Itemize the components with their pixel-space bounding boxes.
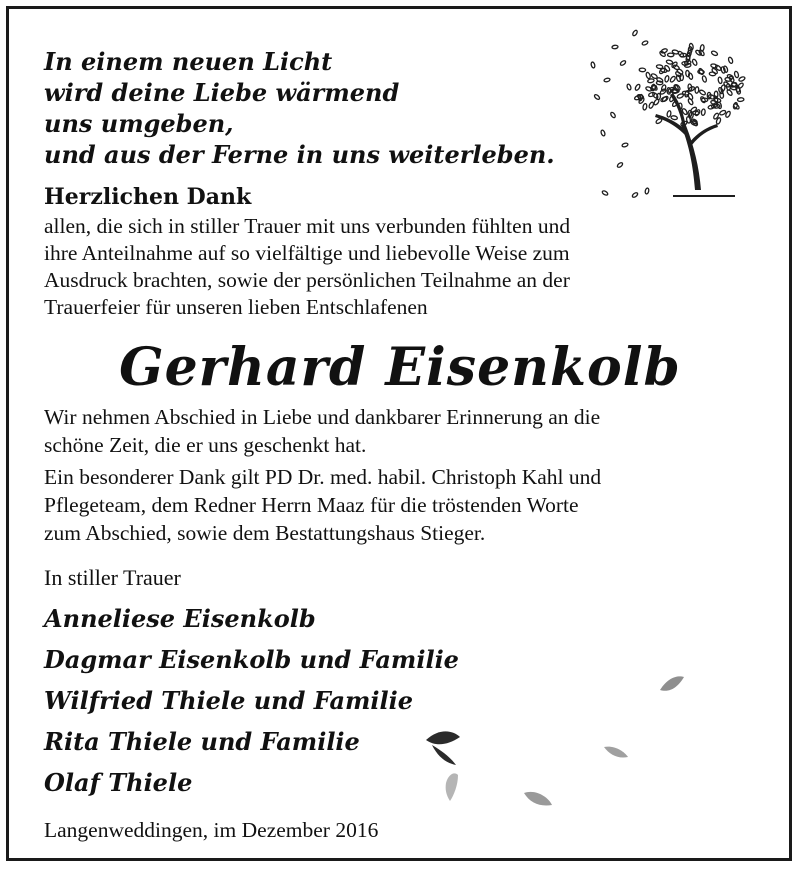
poem — [44, 46, 604, 170]
thanks-line: ihre Anteilnahme auf so vielfältige und liebevolle Weise zum — [44, 241, 570, 265]
leaf-icon — [604, 747, 628, 758]
special-thanks-line: zum Abschied, sowie dem Bestattungshaus Stieger. — [44, 521, 486, 545]
leaf-icon — [432, 745, 456, 765]
mourner-name: Wilfried Thiele und Familie — [44, 686, 414, 715]
special-thanks-line: Pflegeteam, dem Redner Herrn Maaz für die tröstenden Worte — [44, 493, 579, 517]
thanks-line: allen, die sich in stiller Trauer mit uns verbunden fühlten und — [44, 214, 571, 238]
mourner-name: Anneliese Eisenkolb — [44, 604, 316, 633]
special-thanks-line: Ein besonderer Dank gilt PD Dr. med. habil. Christoph Kahl und — [44, 465, 602, 489]
farewell-text — [44, 403, 764, 459]
mourner-name: Rita Thiele und Familie — [44, 727, 360, 756]
tree-blowing-leaves-icon — [585, 25, 755, 205]
poem-line: uns umgeben, — [44, 109, 234, 138]
special-thanks-text — [44, 463, 764, 547]
leaf-icon — [426, 731, 460, 744]
farewell-line: Wir nehmen Abschied in Liebe und dankbarer Erinnerung an die — [44, 405, 601, 429]
deceased-name: Gerhard Eisenkolb — [119, 337, 681, 398]
leaf-icon — [660, 676, 684, 690]
thanks-title: Herzlichen Dank — [44, 184, 252, 210]
poem-line: In einem neuen Licht — [44, 47, 333, 76]
poem-line: wird deine Liebe wärmend — [44, 78, 400, 107]
poem-line: und aus der Ferne in uns weiterleben. — [44, 140, 555, 169]
thanks-line: Trauerfeier für unseren lieben Entschlafenen — [44, 295, 428, 319]
leaf-icon — [524, 792, 552, 806]
farewell-line: schöne Zeit, die er uns geschenkt hat. — [44, 433, 367, 457]
mourner-name: Olaf Thiele — [44, 768, 193, 797]
footer-place-date: Langenweddingen, im Dezember 2016 — [44, 818, 379, 842]
leaf-icon — [446, 773, 458, 801]
mourning-label: In stiller Trauer — [44, 565, 181, 590]
falling-leaves-icon — [410, 665, 710, 825]
thanks-line: Ausdruck brachten, sowie der persönlichen Teilnahme an der — [44, 268, 570, 292]
mourner-name: Dagmar Eisenkolb und Familie — [44, 645, 459, 674]
thanks-body — [44, 213, 744, 321]
